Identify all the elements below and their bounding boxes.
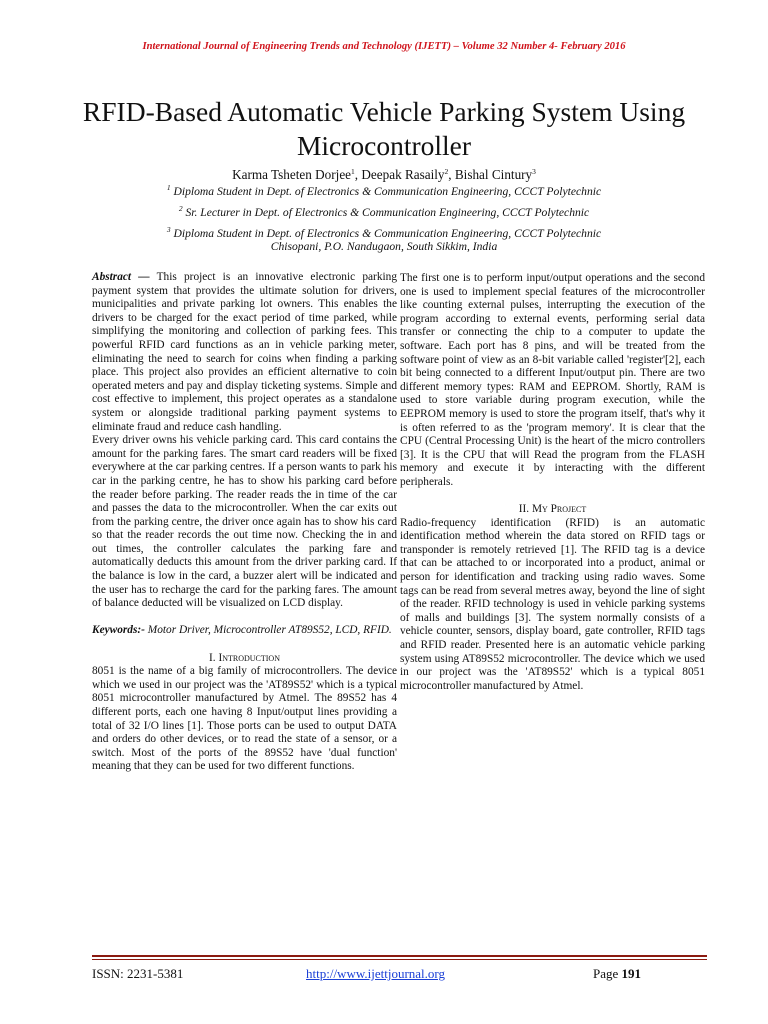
abstract xyxy=(92,271,397,434)
affiliation-address: Chisopani, P.O. Nandugaon, South Sikkim, India xyxy=(270,240,498,253)
footer-divider xyxy=(92,959,707,960)
author-superscript: 3 xyxy=(532,167,536,176)
right-column xyxy=(400,272,705,693)
author-name: Deepak Rasaily xyxy=(361,167,445,182)
left-column xyxy=(92,271,397,774)
abstract-text: This project is an innovative electronic parking payment system that provides the ultimate solution for drivers, municipalities and private parking lot owners. This enables the drivers to be charged for the exact period of time parked, while simplifying the monitoring and collection of parking fees. This powerful RFID card functions as an in vehicle parking meter, eliminating the need to search for coins when finding a parking place. This project also provides an efficient alternative to coin operated meters and pay and display ticketing systems. Simple and cost effective to implement, this project operates as a standalone system or alongside traditional parking payment systems to eliminate fraud and reduce cash handling. xyxy=(92,271,397,433)
keywords-text: Motor Driver, Microcontroller AT89S52, LCD, RFID. xyxy=(147,624,392,637)
affiliation: $^3$ Diploma Student in Dept. of Electronics & Communication Engineering, CCCT Polytechnic xyxy=(166,225,602,240)
affiliation: $^1$ Diploma Student in Dept. of Electronics & Communication Engineering, CCCT Polytechnic xyxy=(166,183,602,198)
section-body-my-project: Radio-frequency identification (RFID) is an automatic identification method wherein the data stored on RFID tags or transponder is remotely retrieved [1]. The RFID tag is a device that can be attached to or incorporated into a product, animal or person for identification and tracking using radio waves. Some tags can be read from several metres away, beyond the line of sight of the reader. RFID technology is used in vehicle parking systems of malls and buildings [3]. The system normally consists of a vehicle counter, sensors, display board, gate controller, RFID tags and RFID reader. Presented here is an automatic vehicle parking system using AT89S52 microcontroller. The device which we used in our project was the 'AT89S52' which is a typical 8051 microcontroller manufactured by Atmel. xyxy=(400,516,705,692)
paper-title: RFID-Based Automatic Vehicle Parking System Using Microcontroller xyxy=(82,96,686,161)
footer-issn: ISSN: 2231-5381 xyxy=(92,966,184,981)
journal-header: International Journal of Engineering Trends and Technology (IJETT) – Volume 32 Number 4- February 2016 xyxy=(142,41,626,52)
section-heading-my-project: II. My Project xyxy=(518,503,587,516)
author-list: Karma Tsheten Dorjee$^1$, Deepak Rasaily$^2$, Bishal Cintury$^3$ xyxy=(232,167,536,182)
abstract-paragraph-2: Every driver owns his vehicle parking card. This card contains the amount for the parking fares. The smart card readers will be fixed everywhere at the car parking centres. If a person wants to park his car in the parking centre, he has to show his parking card before the reader before parking. The reader reads the in time of the car and passes the data to the microcontroller. When the car exits out from the parking centre, the driver once again has to show his card so that the reader records the out time now. Checking the in and out times, the controller calculates the parking fare and automatically deducts this amount from the driver parking card. If the balance is low in the card, a buzzer alert will be indicated and the user has to recharge the card for the parking fares. The amount of balance deducted will be visualized on LCD display. xyxy=(92,434,397,610)
section-body-introduction-continued: The first one is to perform input/output operations and the second one is used to implement special features of the microcontroller like counting external pulses, interrupting the execution of the program according to external events, performing serial data transfer or connecting the chip to a computer to update the software. Each port has 8 pins, and will be treated from the software point of view as an 8-bit variable called 'register'[2], each bit being connected to a different Input/output pin. There are two different memory types: RAM and EEPROM. Shortly, RAM is used to store variable during program execution, while the EEPROM memory is used to store the program itself, that's why it is often referred to as the 'program memory'. It is clear that the CPU (Central Processing Unit) is the heart of the micro controllers [3]. It is the CPU that will Read the program from the FLASH memory and execute it by interacting with the different peripherals. xyxy=(400,272,705,488)
footer-divider xyxy=(92,955,707,957)
keywords-label: Keywords:- xyxy=(92,624,145,637)
abstract-label: Abstract — xyxy=(92,271,150,283)
keywords xyxy=(92,624,397,638)
section-heading-introduction: I. Introduction xyxy=(209,651,280,664)
affiliation-superscript: 2 xyxy=(178,204,183,213)
author-name: Karma Tsheten Dorjee xyxy=(232,167,352,182)
affiliation-superscript: 3 xyxy=(166,225,171,234)
page-number: Page 191 xyxy=(593,966,642,981)
author-name: Bishal Cintury xyxy=(454,167,533,182)
affiliation: $^2$ Sr. Lecturer in Dept. of Electronics & Communication Engineering, CCCT Polytechnic xyxy=(178,204,590,219)
journal-website-link[interactable]: http://www.ijettjournal.org xyxy=(306,966,446,981)
affiliation-superscript: 1 xyxy=(166,183,171,192)
author-superscript: 2 xyxy=(444,167,449,176)
section-body-introduction: 8051 is the name of a big family of microcontrollers. The device which we used in our project was the 'AT89S52' which is a typical 8051 microcontroller manufactured by Atmel. The 89S52 has 4 different ports, each one having 8 Input/output lines providing a total of 32 I/O lines [1]. Those ports can be used to output DATA and orders do other devices, or to read the state of a sensor, or a switch. Most of the ports of the 89S52 have 'dual function' meaning that they can be used for two different functions. xyxy=(92,665,397,773)
author-superscript: 1 xyxy=(351,167,355,176)
